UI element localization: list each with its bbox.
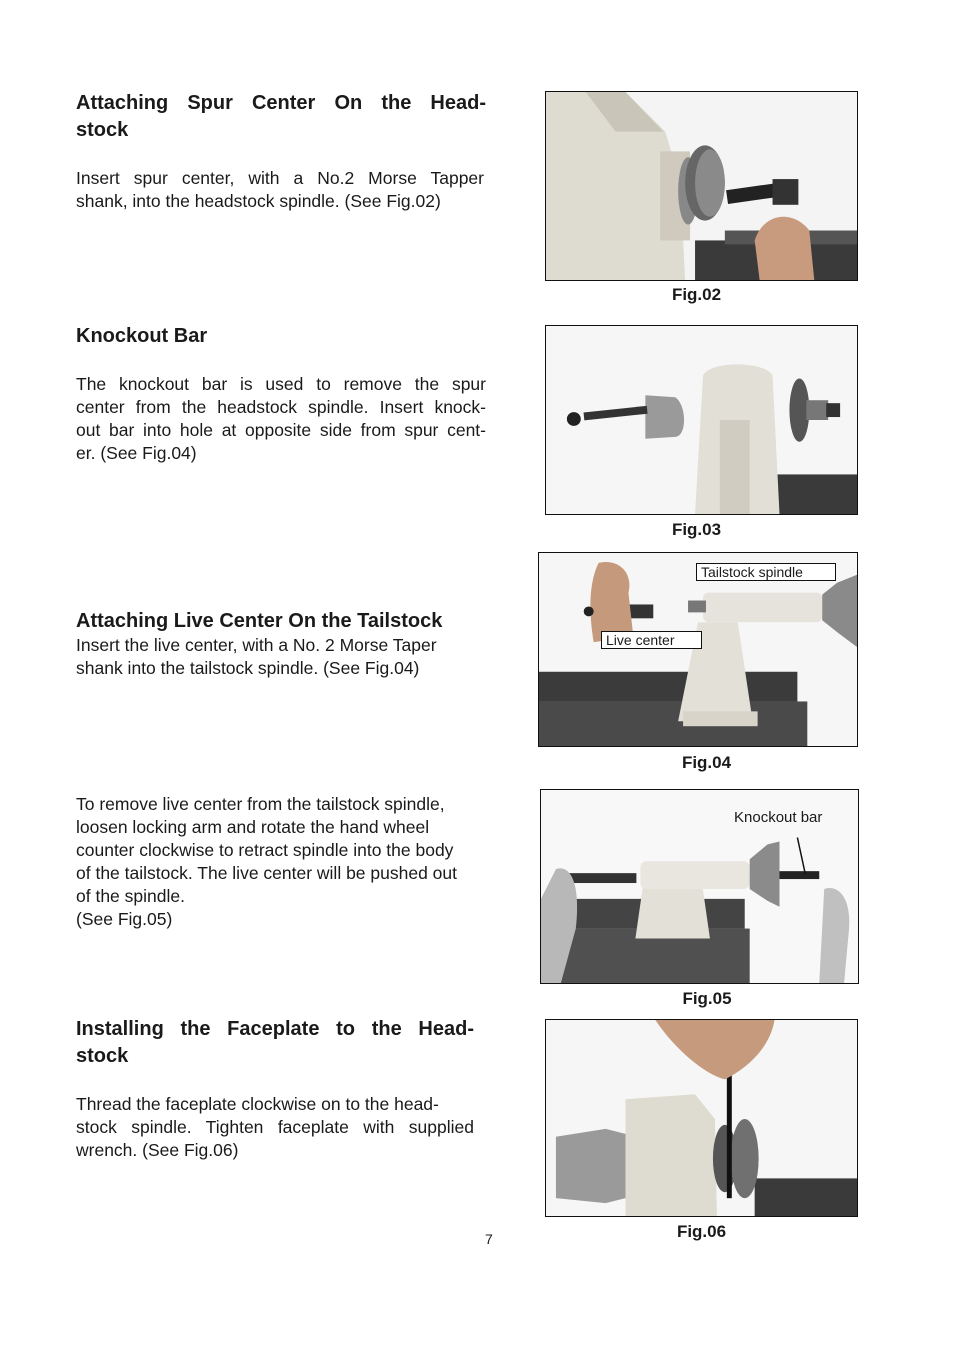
section-body-live-center [76,634,496,680]
section-title-spur-center [76,90,486,117]
page-number: 7 [485,1231,493,1247]
section-title-faceplate-cont [76,1043,474,1070]
body-line: wrench. (See Fig.06) [76,1140,239,1160]
figure-05-caption: Fig.05 [682,989,732,1008]
body-line: loosen locking arm and rotate the hand wheel [76,817,430,837]
body-line: shank into the tailstock spindle. (See Fig.04) [76,658,420,678]
body-line: out bar into hole at opposite side from spur cent- [76,420,486,440]
section-body-spur-center [76,167,484,213]
title-line: Attaching Live Center On the Tailstock [76,610,443,632]
title-line: Knockout Bar [76,325,208,347]
body-line: stock spindle. Tighten faceplate with supplied [76,1117,474,1137]
section-body-remove-live-center [76,793,506,931]
body-line: of the spindle. [76,886,185,906]
title-line: Attaching Spur Center On the Head- [76,92,486,114]
section-title-knockout-bar [76,323,486,350]
section-body-knockout-bar [76,373,486,465]
figure-06-caption: Fig.06 [676,1222,727,1241]
figure-02-caption: Fig.02 [671,285,722,304]
body-line: shank, into the headstock spindle. (See Fig.02) [76,191,441,211]
figure-03-photo [545,325,858,515]
body-line: Thread the faceplate clockwise on to the head- [76,1094,439,1114]
figure-06-photo [545,1019,858,1217]
body-line: Insert spur center, with a No.2 Morse Tapper [76,168,484,188]
body-line: center from the headstock spindle. Insert knock- [76,397,486,417]
body-line: er. (See Fig.04) [76,443,197,463]
callout-live-center: Live center [601,631,702,649]
section-title-spur-center-cont [76,117,486,144]
body-line: Insert the live center, with a No. 2 Morse Taper [76,635,437,655]
figure-02-photo [545,91,858,281]
figure-04-photo [538,552,858,747]
title-line: Installing the Faceplate to the Head- [76,1018,474,1040]
section-body-faceplate [76,1093,474,1162]
section-title-faceplate [76,1016,474,1043]
body-line: (See Fig.05) [76,909,173,929]
figure-04-caption: Fig.04 [681,753,732,772]
callout-tailstock-spindle: Tailstock spindle [696,563,836,581]
title-line: stock [76,119,129,141]
body-line: To remove live center from the tailstock spindle, [76,794,445,814]
body-line: counter clockwise to retract spindle into the body [76,840,454,860]
body-line: of the tailstock. The live center will be pushed out [76,863,458,883]
title-line: stock [76,1045,129,1067]
body-line: The knockout bar is used to remove the spur [76,374,486,394]
callout-knockout-bar: Knockout bar [734,809,823,826]
figure-03-caption: Fig.03 [671,520,722,539]
section-title-live-center [76,608,496,635]
